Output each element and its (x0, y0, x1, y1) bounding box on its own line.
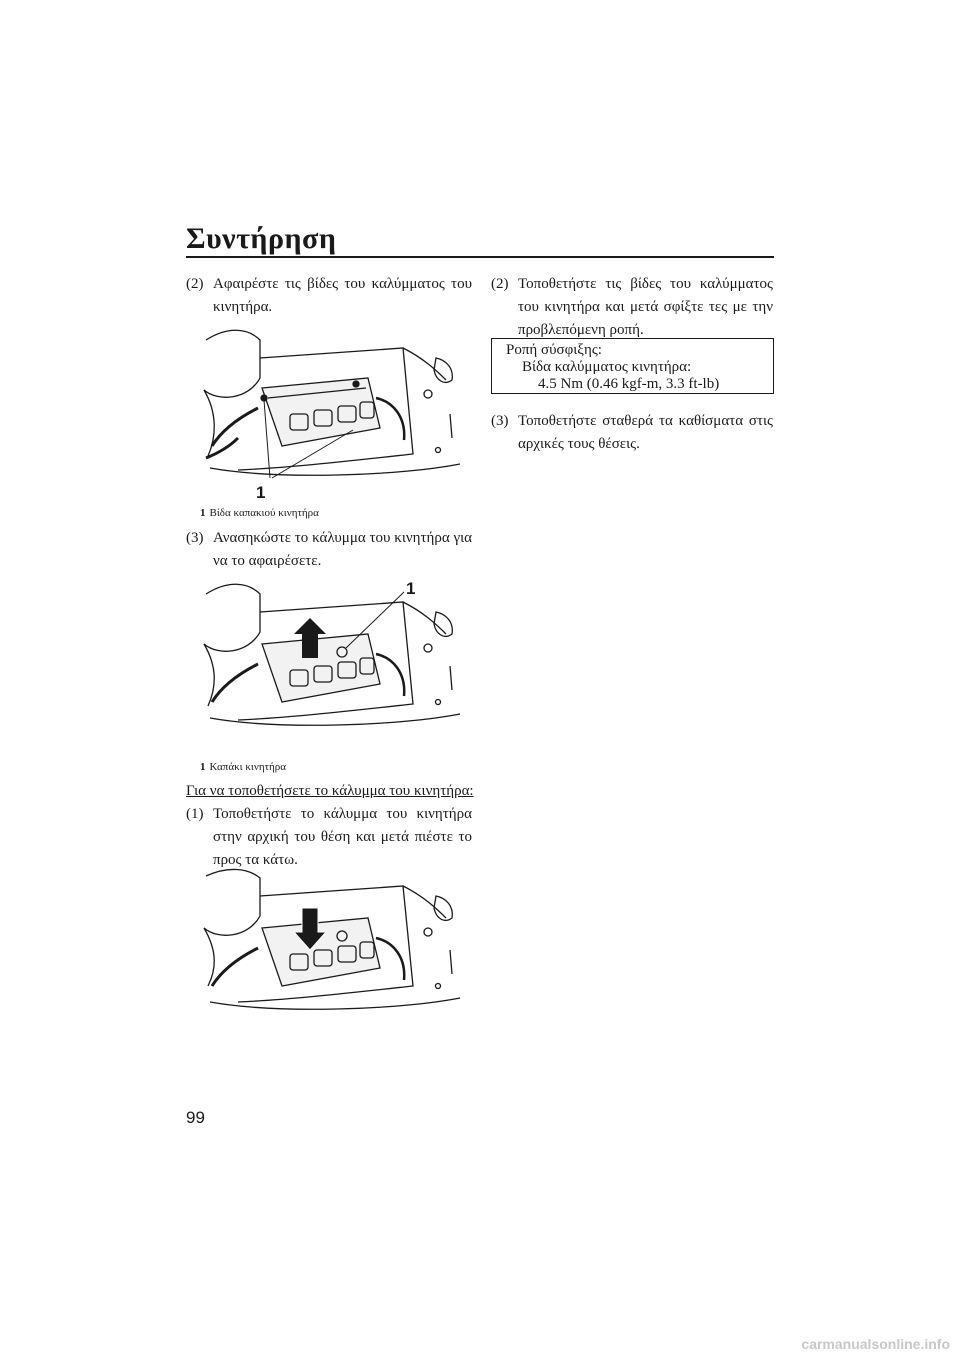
torque-value: 4.5 Nm (0.46 kgf-m, 3.3 ft-lb) (538, 376, 720, 392)
step-text: Τοποθετήστε το κάλυμμα του κινητήρα στην αρχική του θέση και μετά πιέστε το προς τα κάτω. (213, 806, 472, 868)
caption-number: 1 (200, 507, 206, 519)
step-1-install-cover (186, 803, 472, 872)
engine-cover-lift-illustration (198, 578, 468, 748)
step-number: (3) (491, 413, 509, 429)
install-heading: Για να τοποθετήσετε το κάλυμμα του κινητήρα: (186, 783, 474, 799)
caption-text: Βίδα καπακιού κινητήρα (209, 507, 319, 519)
watermark: carmanualsonline.info (801, 1336, 950, 1352)
step-2-install-screws (491, 273, 773, 342)
torque-spec-box (491, 338, 774, 394)
step-text: Τοποθετήστε σταθερά τα καθίσματα στις αρχικές τους θέσεις. (518, 413, 773, 452)
figure1-callout: 1 (256, 483, 266, 502)
step-2-remove-screws (186, 273, 472, 319)
caption-text: Καπάκι κινητήρα (209, 761, 287, 773)
torque-item: Βίδα καλύμματος κινητήρα: (522, 359, 692, 375)
engine-cover-screws-illustration (198, 318, 468, 504)
page-number: 99 (186, 1108, 205, 1127)
step-number: (3) (186, 530, 204, 546)
engine-cover-press-illustration (198, 866, 468, 1026)
section-title: Συντήρηση (186, 222, 337, 255)
step-number: (2) (186, 276, 204, 292)
torque-heading: Ροπή σύσφιξης: (506, 342, 602, 358)
caption-number: 1 (200, 761, 206, 773)
step-text: Αφαιρέστε τις βίδες του καλύμματος του κινητήρα. (213, 276, 472, 315)
step-3-lift-cover (186, 527, 472, 573)
figure2-caption (200, 760, 286, 774)
figure1-caption (200, 506, 319, 520)
step-3-seats (491, 410, 773, 456)
title-rule (186, 256, 774, 258)
step-text: Τοποθετήστε τις βίδες του καλύμματος του κινητήρα και μετά σφίξτε τες με την προβλεπόμενη ροπή. (518, 276, 773, 338)
step-number: (1) (186, 806, 204, 822)
figure2-callout: 1 (406, 579, 416, 598)
step-number: (2) (491, 276, 509, 292)
step-text: Ανασηκώστε το κάλυμμα του κινητήρα για να το αφαιρέσετε. (213, 530, 472, 569)
